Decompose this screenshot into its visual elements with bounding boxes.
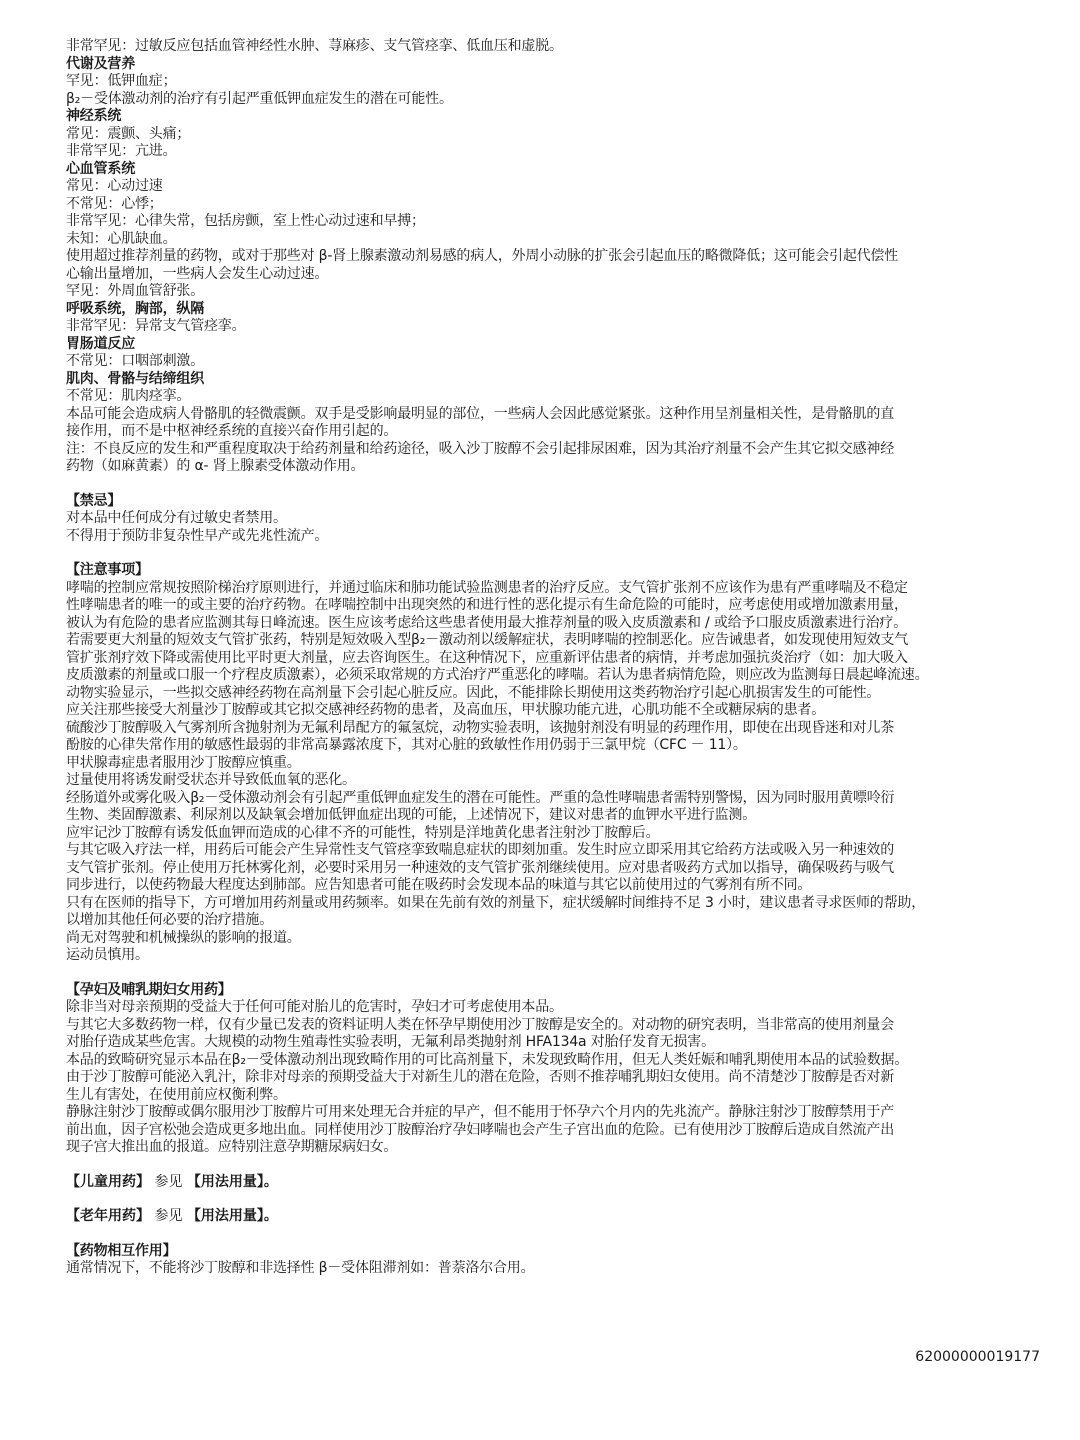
subsection-heading: 胃肠道反应: [66, 335, 135, 352]
text-line: 生儿有害处，在使用前应权衡利弊。: [66, 1086, 287, 1103]
text-line: 通常情况下，不能将沙丁胺醇和非选择性 β－受体阻滞剂如：普萘洛尔合用。: [66, 1260, 535, 1276]
text-line: 静脉注射沙丁胺醇或偶尔服用沙丁胺醇片可用来处理无合并症的早产，但不能用于怀孕六个月内的先兆流产。静脉注射沙丁胺醇禁用于产: [66, 1104, 894, 1120]
children-ref-target: 【用法用量】。: [186, 1173, 278, 1190]
text-line: 非常罕见：异常支气管痉挛。: [66, 318, 246, 334]
text-line: 由于沙丁胺醇可能泌入乳汁，除非对母亲的预期受益大于对新生儿的潜在危险，否则不推荐哺乳期妇女使用。尚不清楚沙丁胺醇是否对新: [66, 1069, 894, 1085]
text-line: 本品可能会造成病人骨骼肌的轻微震颤。双手是受影响最明显的部位，一些病人会因此感觉紧张。这种作用呈剂量相关性，是骨骼肌的直: [66, 405, 894, 422]
text-line: 接作用，而不是中枢神经系统的直接兴奋作用引起的。: [66, 423, 398, 439]
subsection-heading: 肌肉、骨骼与结缔组织: [66, 370, 204, 387]
text-line: 注：不良反应的发生和严重程度取决于给药剂量和给药途径，吸入沙丁胺醇不会引起排尿困难，因为其治疗剂量不会产生其它拟交感神经: [66, 440, 894, 457]
text-line: 罕见：低钾血症；: [66, 73, 177, 89]
interactions-section: [66, 1260, 1056, 1278]
text-line: 除非当对母亲预期的受益大于任何可能对胎儿的危害时，孕妇才可考虑使用本品。: [66, 999, 563, 1015]
elderly-ref-target: 【用法用量】。: [186, 1208, 278, 1224]
text-line: 经肠道外或雾化吸入β₂－受体激动剂会有引起严重低钾血症发生的潜在可能性。严重的急性哮喘患者需特别警惕，因为同时服用黄嘌呤衍: [66, 789, 895, 806]
text-line: 生物、类固醇激素、利尿剂以及缺氧会增加低钾血症出现的可能，上述情况下，建议对患者的血钾水平进行监测。: [66, 807, 756, 823]
elderly-section: [66, 1208, 1056, 1226]
precautions-section: [66, 580, 1056, 965]
pregnancy-section: [66, 999, 1056, 1157]
text-line: 不常见：口咽部刺激。: [66, 353, 204, 369]
text-line: 以增加其他任何必要的治疗措施。: [66, 912, 273, 928]
text-line: 支气管扩张剂。停止使用万托林雾化剂，必要时采用另一种速效的支气管扩张剂继续使用。应对患者吸药方式加以指导，确保吸药与吸气: [66, 859, 894, 876]
text-line: 不得用于预防非复杂性早产或先兆性流产。: [66, 527, 329, 544]
text-line: 不常见：心悸；: [66, 195, 163, 212]
text-line: 若需要更大剂量的短效支气管扩张药，特别是短效吸入型β₂－激动剂以缓解症状，表明哮喘的控制恶化。应告诫患者，如发现使用短效支气: [66, 632, 909, 648]
text-line: 应关注那些接受大剂量沙丁胺醇或其它拟交感神经药物的患者，及高血压，甲状腺功能亢进，心肌功能不全或糖尿病的患者。: [66, 702, 825, 718]
text-line: 罕见：外周血管舒张。: [66, 283, 204, 299]
text-line: 被认为有危险的患者应监测其每日峰流速。医生应该考虑给这些患者使用最大推荐剂量的吸入皮质激素和 / 或给予口服皮质激素进行治疗。: [66, 614, 908, 631]
text-line: 与其它吸入疗法一样，用药后可能会产生异常性支气管痉挛致喘息症状的即刻加重。发生时应立即采用其它给药方法或吸入另一种速效的: [66, 842, 894, 858]
text-line: 性哮喘患者的唯一的或主要的治疗药物。在哮喘控制中出现突然的和进行性的恶化提示有生命危险的可能时，应考虑使用或增加激素用量，: [66, 597, 908, 613]
text-line: 非常罕见：亢进。: [66, 143, 177, 159]
contraindications-title: 【禁忌】: [66, 492, 122, 509]
text-line: 甲状腺毒症患者服用沙丁胺醇应慎重。: [66, 754, 301, 771]
text-line: 未知：心肌缺血。: [66, 230, 177, 247]
text-line: 哮喘的控制应常规按照阶梯治疗原则进行，并通过临床和肺功能试验监测患者的治疗反应。支气管扩张剂不应该作为患有严重哮喘及不稳定: [66, 579, 908, 596]
text-line: 非常罕见：心律失常，包括房颤，室上性心动过速和早搏；: [66, 213, 425, 229]
text-line: 药物（如麻黄素）的 α- 肾上腺素受体激动作用。: [66, 458, 365, 474]
text-line: 心输出量增加，一些病人会发生心动过速。: [66, 265, 329, 282]
text-line: 过量使用将诱发耐受状态并导致低血氧的恶化。: [66, 772, 356, 788]
text-line: 硫酸沙丁胺醇吸入气雾剂所含抛射剂为无氟利昂配方的氟氢烷，动物实验表明，该抛射剂没有明显的药理作用，即使在出现昏迷和对儿茶: [66, 719, 894, 736]
text-line: 管扩张剂疗效下降或需使用比平时更大剂量，应去咨询医生。在这种情况下，应重新评估患者的病情，并考虑加强抗炎治疗（如：加大吸入: [66, 649, 908, 666]
text-line: 应牢记沙丁胺醇有诱发低血钾而造成的心律不齐的可能性，特别是洋地黄化患者注射沙丁胺醇后。: [66, 824, 660, 841]
elderly-title: 【老年用药】: [66, 1208, 150, 1224]
children-section: [66, 1174, 1056, 1192]
text-line: 酚胺的心律失常作用的敏感性最弱的非常高暴露浓度下，其对心脏的致敏性作用仍弱于三氯甲烷（CFC － 11）。: [66, 737, 747, 753]
text-line: 前出血，因子宫松弛会造成更多地出血。同样使用沙丁胺醇治疗孕妇哮喘也会产生子宫出血的危险。已有使用沙丁胺醇后造成自然流产出: [66, 1121, 894, 1138]
text-line: 尚无对驾驶和机械操纵的影响的报道。: [66, 929, 301, 946]
adverse-reactions-section: [66, 38, 1056, 476]
text-line: 动物实验显示，一些拟交感神经药物在高剂量下会引起心脏反应。因此，不能排除长期使用这类药物治疗引起心肌损害发生的可能性。: [66, 684, 881, 701]
text-line: 常见：心动过速: [66, 178, 163, 194]
subsection-heading: 神经系统: [66, 108, 122, 124]
pregnancy-title: 【孕妇及哺乳期妇女用药】: [66, 981, 232, 998]
subsection-heading: 代谢及营养: [66, 55, 135, 72]
text-line: 对本品中任何成分有过敏史者禁用。: [66, 510, 287, 526]
text-line: 非常罕见：过敏反应包括血管神经性水肿、荨麻疹、支气管痉挛、低血压和虚脱。: [66, 38, 563, 54]
text-line: 同步进行，以使药物最大程度达到肺部。应告知患者可能在吸药时会发现本品的味道与其它以前使用过的气雾剂有所不同。: [66, 877, 812, 893]
text-line: 本品的致畸研究显示本品在β₂－受体激动剂出现致畸作用的可比高剂量下，未发现致畸作用，但无人类妊娠和哺乳期使用本品的试验数据。: [66, 1051, 909, 1068]
text-line: 使用超过推荐剂量的药物，或对于那些对 β-肾上腺素激动剂易感的病人，外周小动脉的扩张会引起血压的略微降低；这可能会引起代偿性: [66, 248, 899, 264]
precautions-title: 【注意事项】: [66, 562, 149, 578]
text-line: 皮质激素的剂量或口服一个疗程皮质激素），必须采取常规的方式治疗严重恶化的哮喘。若认为患者病情危险，则应改为监测每日晨起峰流速。: [66, 667, 929, 683]
contraindications-section: [66, 510, 1056, 545]
subsection-heading: 心血管系统: [66, 160, 135, 177]
elderly-ref-text: 参见: [150, 1208, 187, 1224]
text-line: β₂－受体激动剂的治疗有引起严重低钾血症发生的潜在可能性。: [66, 90, 453, 107]
text-line: 不常见：肌肉痉挛。: [66, 388, 191, 404]
text-line: 与其它大多数药物一样，仅有少量已发表的资料证明人类在怀孕早期使用沙丁胺醇是安全的。对动物的研究表明，当非常高的使用剂量会: [66, 1016, 894, 1033]
document-code: 62000000019177: [915, 1349, 1040, 1365]
text-line: 只有在医师的指导下，方可增加用药剂量或用药频率。如果在先前有效的剂量下，症状缓解时间维持不足 3 小时，建议患者寻求医师的帮助，: [66, 894, 926, 911]
children-title: 【儿童用药】: [66, 1173, 150, 1190]
text-line: 运动员慎用。: [66, 947, 149, 963]
text-line: 对胎仔造成某些危害。大规模的动物生殖毒性实验表明，无氟利昂类抛射剂 HFA134a 对胎仔发育无损害。: [66, 1034, 715, 1050]
children-ref-text: 参见: [150, 1173, 187, 1190]
text-line: 常见：震颤、头痛；: [66, 125, 191, 142]
text-line: 现子宫大推出血的报道。应特别注意孕期糖尿病妇女。: [66, 1139, 398, 1155]
subsection-heading: 呼吸系统，胸部，纵隔: [66, 300, 204, 317]
document-page: [66, 38, 1056, 1278]
interactions-title: 【药物相互作用】: [66, 1242, 177, 1259]
